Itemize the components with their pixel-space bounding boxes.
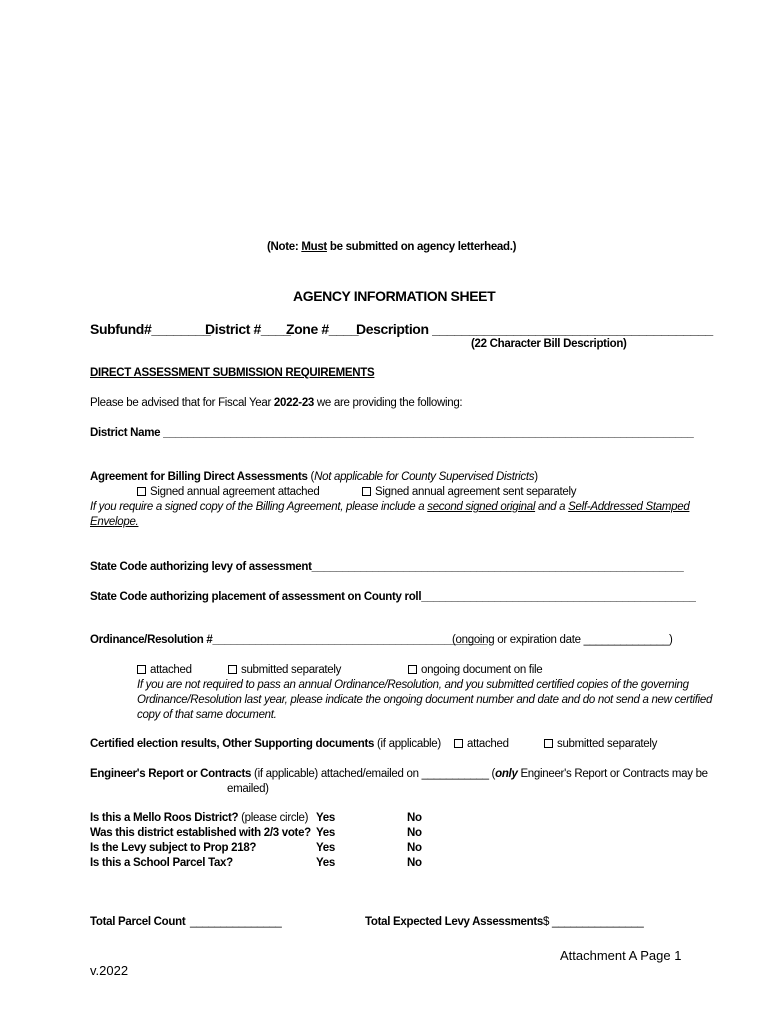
- ordinance-ongoing-option[interactable]: [408, 664, 542, 676]
- instr-sase: Self-Addressed Stamped: [568, 501, 690, 513]
- ordinance-instructions-1: If you are not required to pass an annual Ordinance/Resolution, and you submitted certified copies of the governing: [137, 679, 689, 691]
- answer-no[interactable]: No: [407, 842, 422, 854]
- expiration-date-field[interactable]: (ongoing or expiration date ______________): [452, 634, 673, 646]
- election-label: Certified election results, Other Supporting documents: [90, 738, 375, 750]
- agreement-label: Agreement for Billing Direct Assessments: [90, 471, 308, 483]
- state-code-placement-field[interactable]: State Code authorizing placement of assessment on County roll_____________________________________________: [90, 591, 696, 603]
- question-two-thirds-vote: Was this district established with 2/3 vote?: [90, 827, 311, 839]
- engineer-text1: (if applicable) attached/emailed on ___________ (: [251, 768, 496, 780]
- engineer-line: [90, 768, 708, 780]
- version-label: v.2022: [90, 963, 129, 978]
- question-text: Is this a Mello Roos District?: [90, 812, 239, 824]
- fiscal-year: 2022-23: [273, 397, 315, 409]
- election-separate-option[interactable]: [544, 738, 657, 750]
- checkbox-icon[interactable]: [408, 665, 417, 674]
- question-prop-218: Is the Levy subject to Prop 218?: [90, 842, 257, 854]
- ordinance-attached-label: attached: [150, 664, 192, 676]
- note-suffix: be submitted on agency letterhead.): [326, 241, 517, 253]
- election-line: [90, 738, 441, 750]
- zone-field[interactable]: Zone #____: [286, 321, 359, 337]
- answer-yes[interactable]: Yes: [316, 812, 335, 824]
- answer-yes[interactable]: Yes: [316, 842, 335, 854]
- election-attached-option[interactable]: [454, 738, 509, 750]
- ordinance-ongoing-label: ongoing document on file: [421, 664, 543, 676]
- total-levy-field[interactable]: $ _______________: [543, 916, 644, 928]
- ordinance-field[interactable]: Ordinance/Resolution #_____________________________________________: [90, 634, 487, 646]
- letterhead-note: [267, 241, 516, 253]
- engineer-text3: emailed): [227, 783, 269, 795]
- question-school-parcel-tax: Is this a School Parcel Tax?: [90, 857, 233, 869]
- answer-yes[interactable]: Yes: [316, 827, 335, 839]
- agreement-paren-open: (: [307, 471, 315, 483]
- ordinance-instructions-2: Ordinance/Resolution last year, please indicate the ongoing document number and date and do not send a new certified: [137, 694, 713, 706]
- checkbox-icon[interactable]: [544, 739, 553, 748]
- instr-prefix: If you require a signed copy of the Billing Agreement, please include a: [90, 501, 428, 513]
- bill-description-hint: (22 Character Bill Description): [471, 338, 627, 350]
- agreement-note: Not applicable for County Supervised Districts: [314, 471, 535, 483]
- election-attached-label: attached: [467, 738, 509, 750]
- answer-no[interactable]: No: [407, 812, 422, 824]
- agreement-paren-close: ): [534, 471, 538, 483]
- district-name-field[interactable]: District Name _______________________________________________________________________________________: [90, 427, 694, 439]
- district-number-field[interactable]: District #____: [205, 321, 291, 337]
- ordinance-separate-option[interactable]: [228, 664, 341, 676]
- subfund-field[interactable]: Subfund#________: [90, 321, 211, 337]
- engineer-only: only: [495, 768, 518, 780]
- agreement-line: [90, 471, 538, 483]
- election-applicable: (if applicable): [374, 738, 441, 750]
- instr-envelope: Envelope.: [90, 516, 139, 528]
- fiscal-year-statement: [90, 397, 462, 409]
- ordinance-instructions-3: copy of that same document.: [137, 709, 277, 721]
- note-prefix: (Note:: [267, 241, 302, 253]
- advised-prefix: Please be advised that for Fiscal Year: [90, 397, 274, 409]
- agreement-separate-label: Signed annual agreement sent separately: [375, 486, 577, 498]
- question-mello-roos: [90, 812, 308, 824]
- section-heading: DIRECT ASSESSMENT SUBMISSION REQUIREMENTS: [90, 367, 375, 379]
- agreement-attached-label: Signed annual agreement attached: [150, 486, 320, 498]
- ordinance-separate-label: submitted separately: [241, 664, 342, 676]
- instr-mid: and a: [535, 501, 569, 513]
- page-title: AGENCY INFORMATION SHEET: [293, 288, 496, 304]
- checkbox-icon[interactable]: [137, 487, 146, 496]
- total-parcel-label: Total Parcel Count: [90, 916, 186, 928]
- state-code-levy-field[interactable]: State Code authorizing levy of assessment_____________________________________________________________: [90, 561, 684, 573]
- total-parcel-field[interactable]: _______________: [190, 916, 282, 928]
- description-field[interactable]: Description ______________________________________: [356, 321, 713, 337]
- note-must: Must: [301, 241, 327, 253]
- question-note: (please circle): [238, 812, 309, 824]
- agreement-separate-option[interactable]: [362, 486, 576, 498]
- engineer-label: Engineer's Report or Contracts: [90, 768, 252, 780]
- answer-no[interactable]: No: [407, 857, 422, 869]
- engineer-text2: Engineer's Report or Contracts may be: [517, 768, 708, 780]
- instr-second-original: second signed original: [427, 501, 536, 513]
- agreement-attached-option[interactable]: [137, 486, 319, 498]
- checkbox-icon[interactable]: [362, 487, 371, 496]
- total-levy-label: Total Expected Levy Assessments: [365, 916, 543, 928]
- election-separate-label: submitted separately: [557, 738, 658, 750]
- checkbox-icon[interactable]: [228, 665, 237, 674]
- answer-yes[interactable]: Yes: [316, 857, 335, 869]
- checkbox-icon[interactable]: [454, 739, 463, 748]
- page-number: Attachment A Page 1: [560, 948, 682, 963]
- agreement-instructions: [90, 501, 690, 513]
- checkbox-icon[interactable]: [137, 665, 146, 674]
- answer-no[interactable]: No: [407, 827, 422, 839]
- ordinance-attached-option[interactable]: [137, 664, 192, 676]
- advised-suffix: we are providing the following:: [314, 397, 463, 409]
